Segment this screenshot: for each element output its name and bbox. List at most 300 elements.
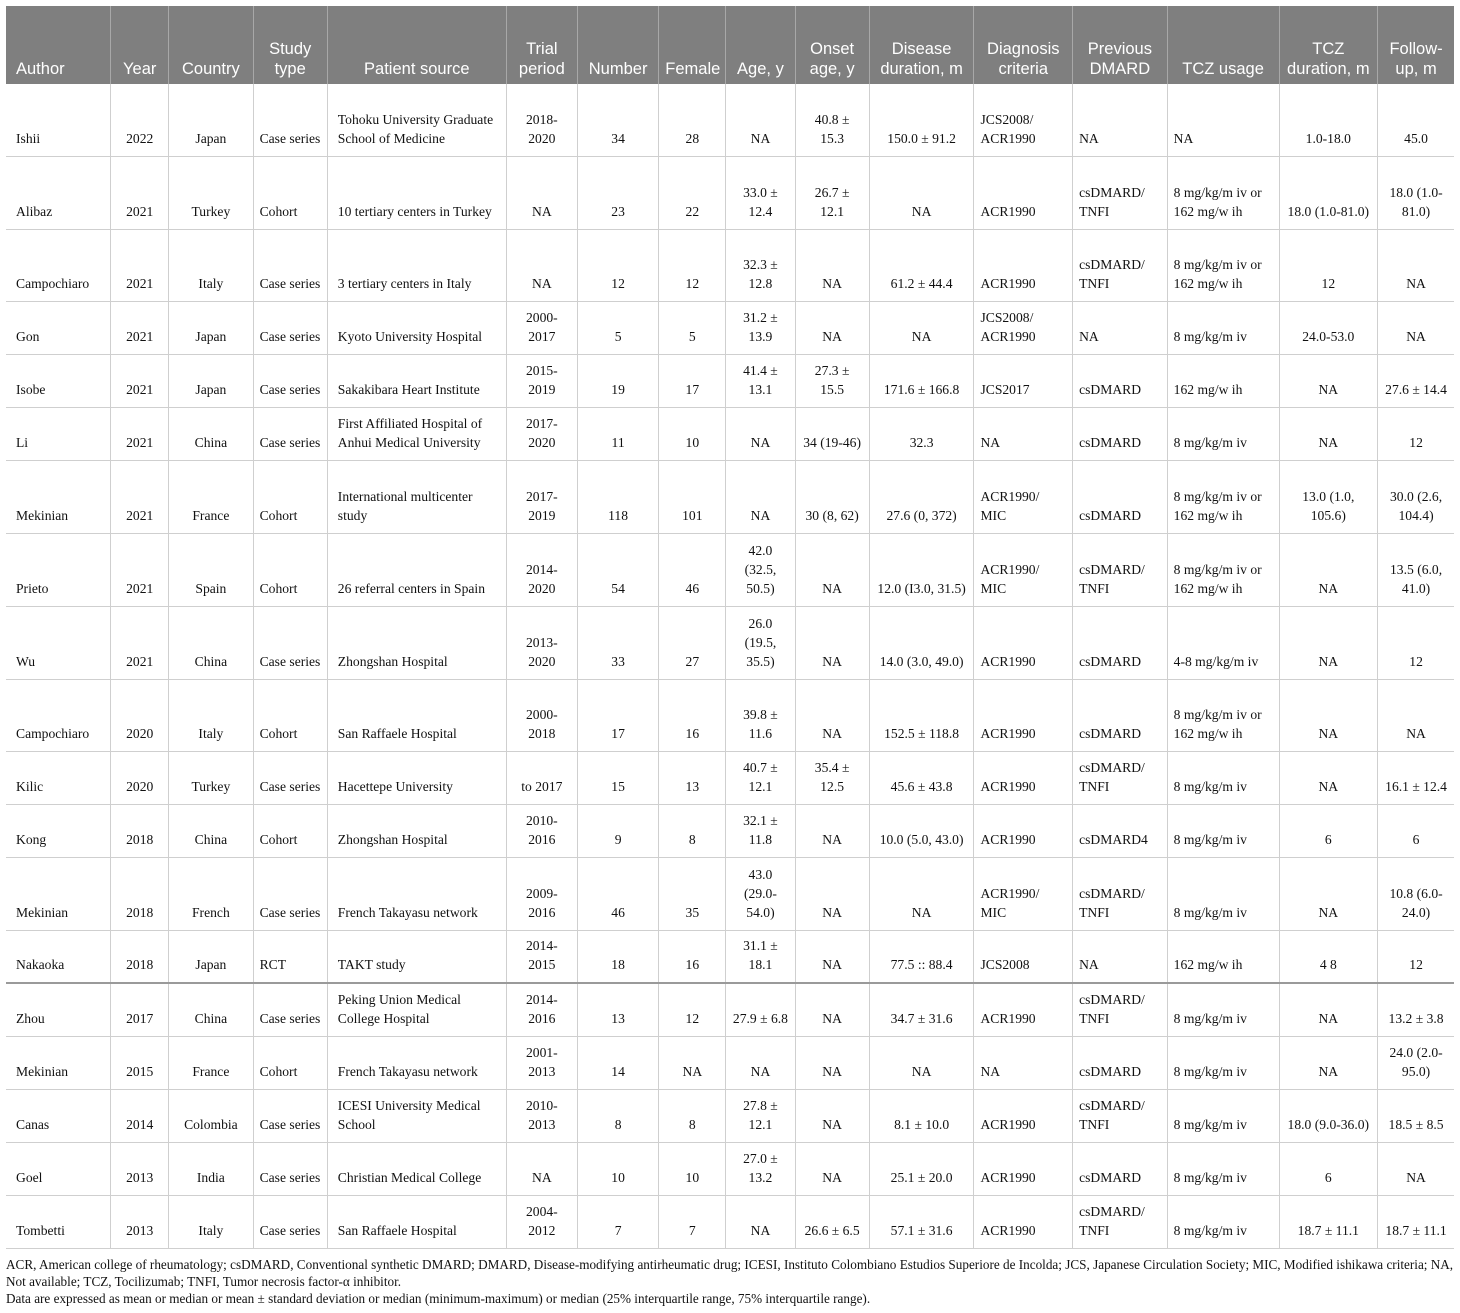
table-cell: 12.0 (I3.0, 31.5) (869, 533, 974, 606)
table-cell: ACR1990 (974, 751, 1073, 804)
table-cell: 2010-2013 (506, 1089, 577, 1142)
table-cell: Alibaz (6, 156, 111, 229)
table-cell: 16 (659, 930, 726, 983)
table-cell: NA (1073, 84, 1168, 156)
table-cell: 18.7 ± 11.1 (1279, 1195, 1378, 1248)
table-cell: Japan (169, 930, 253, 983)
table-cell: NA (726, 1036, 795, 1089)
table-cell: 1.0-18.0 (1279, 84, 1378, 156)
table-cell: 16.1 ± 12.4 (1378, 751, 1454, 804)
table-cell: NA (795, 301, 869, 354)
table-cell: 12 (1378, 407, 1454, 460)
table-cell: 2020 (111, 751, 169, 804)
table-cell: 46 (577, 857, 658, 930)
column-header: Diagnosis criteria (974, 6, 1073, 84)
table-cell: 7 (577, 1195, 658, 1248)
table-cell: 2017 (111, 983, 169, 1036)
table-cell: Cohort (253, 679, 327, 751)
table-cell: 11 (577, 407, 658, 460)
table-cell: 2010-2016 (506, 804, 577, 857)
table-cell: ACR1990 (974, 156, 1073, 229)
table-cell: 6 (1279, 1142, 1378, 1195)
table-cell: 10 tertiary centers in Turkey (327, 156, 506, 229)
table-header-row (6, 6, 1454, 84)
table-cell: 2018 (111, 930, 169, 983)
table-cell: NA (1378, 229, 1454, 301)
table-cell: JCS2008/ ACR1990 (974, 84, 1073, 156)
table-cell: 2004-2012 (506, 1195, 577, 1248)
table-cell: NA (1378, 301, 1454, 354)
table-cell: NA (795, 930, 869, 983)
table-cell: NA (795, 533, 869, 606)
table-cell: 8 mg/kg/m iv (1167, 407, 1279, 460)
table-cell: 32.3 ± 12.8 (726, 229, 795, 301)
table-cell: csDMARD (1073, 606, 1168, 679)
table-row (6, 1036, 1454, 1089)
column-header: Onset age, y (795, 6, 869, 84)
table-cell: 8 mg/kg/m iv or 162 mg/w ih (1167, 460, 1279, 533)
table-cell: 8 mg/kg/m iv or 162 mg/w ih (1167, 679, 1279, 751)
table-cell: Mekinian (6, 857, 111, 930)
table-cell: Zhou (6, 983, 111, 1036)
table-row (6, 804, 1454, 857)
column-header: Female (659, 6, 726, 84)
table-cell: NA (795, 857, 869, 930)
table-cell: 5 (577, 301, 658, 354)
table-cell: csDMARD/ TNFI (1073, 533, 1168, 606)
table-cell: NA (795, 679, 869, 751)
table-cell: Case series (253, 751, 327, 804)
table-cell: 8 mg/kg/m iv or 162 mg/w ih (1167, 156, 1279, 229)
table-cell: 57.1 ± 31.6 (869, 1195, 974, 1248)
table-cell: Case series (253, 1142, 327, 1195)
table-cell: 8 mg/kg/m iv or 162 mg/w ih (1167, 533, 1279, 606)
table-row (6, 156, 1454, 229)
table-cell: 2015 (111, 1036, 169, 1089)
table-cell: NA (974, 407, 1073, 460)
table-cell: 2021 (111, 354, 169, 407)
table-cell: 8 mg/kg/m iv (1167, 1089, 1279, 1142)
table-cell: Christian Medical College (327, 1142, 506, 1195)
table-cell: Italy (169, 229, 253, 301)
table-cell: 35.4 ± 12.5 (795, 751, 869, 804)
table-cell: NA (795, 606, 869, 679)
table-row (6, 301, 1454, 354)
table-cell: 9 (577, 804, 658, 857)
table-cell: Prieto (6, 533, 111, 606)
table-cell: 2013 (111, 1195, 169, 1248)
table-cell: Gon (6, 301, 111, 354)
table-cell: India (169, 1142, 253, 1195)
table-cell: 30.0 (2.6, 104.4) (1378, 460, 1454, 533)
table-footnotes (6, 1256, 1454, 1307)
table-cell: 27 (659, 606, 726, 679)
column-header: Country (169, 6, 253, 84)
table-cell: 45.0 (1378, 84, 1454, 156)
table-cell: 40.7 ± 12.1 (726, 751, 795, 804)
table-cell: csDMARD (1073, 679, 1168, 751)
table-row (6, 983, 1454, 1036)
table-cell: Case series (253, 84, 327, 156)
table-cell: NA (726, 84, 795, 156)
table-cell: Isobe (6, 354, 111, 407)
table-cell: Colombia (169, 1089, 253, 1142)
table-cell: csDMARD (1073, 460, 1168, 533)
table-cell: 8 mg/kg/m iv (1167, 1142, 1279, 1195)
table-cell: NA (795, 1142, 869, 1195)
table-cell: 24.0 (2.0-95.0) (1378, 1036, 1454, 1089)
table-row (6, 1142, 1454, 1195)
table-cell: Ishii (6, 84, 111, 156)
table-row (6, 679, 1454, 751)
table-row (6, 857, 1454, 930)
column-header: Study type (253, 6, 327, 84)
table-cell: NA (1279, 751, 1378, 804)
column-header: Trial period (506, 6, 577, 84)
table-cell: 45.6 ± 43.8 (869, 751, 974, 804)
table-cell: NA (506, 156, 577, 229)
table-cell: 10.8 (6.0-24.0) (1378, 857, 1454, 930)
table-cell: 35 (659, 857, 726, 930)
table-cell: 2017-2019 (506, 460, 577, 533)
table-row (6, 1195, 1454, 1248)
table-row (6, 1089, 1454, 1142)
table-cell: Kong (6, 804, 111, 857)
column-header: Patient source (327, 6, 506, 84)
table-cell: 27.0 ± 13.2 (726, 1142, 795, 1195)
table-cell: 17 (577, 679, 658, 751)
table-cell: 32.3 (869, 407, 974, 460)
table-cell: Campochiaro (6, 679, 111, 751)
table-row (6, 460, 1454, 533)
table-cell: Case series (253, 301, 327, 354)
table-cell: 27.8 ± 12.1 (726, 1089, 795, 1142)
table-cell: Case series (253, 606, 327, 679)
table-cell: 8 (659, 1089, 726, 1142)
table-cell: 2020 (111, 679, 169, 751)
table-cell: 2018 (111, 857, 169, 930)
table-cell: 77.5 :: 88.4 (869, 930, 974, 983)
table-cell: Italy (169, 679, 253, 751)
table-cell: 34 (577, 84, 658, 156)
table-cell: ACR1990 (974, 679, 1073, 751)
table-cell: 8.1 ± 10.0 (869, 1089, 974, 1142)
table-cell: csDMARD (1073, 1036, 1168, 1089)
table-row (6, 751, 1454, 804)
table-cell: NA (795, 1089, 869, 1142)
table-cell: 18.5 ± 8.5 (1378, 1089, 1454, 1142)
table-cell: 8 mg/kg/m iv (1167, 1195, 1279, 1248)
abbreviations-note: ACR, American college of rheumatology; csDMARD, Conventional synthetic DMARD; DMARD, Disease-modifying antirheumatic drug; ICESI, Instituto Colombiano Estudios Superiore de Incolda; JCS, Japanese Circulation Society; MIC, Modified ishikawa criteria; NA, Not available; TCZ, Tocilizumab; TNFI, Tumor necrosis factor-α inhibitor. (6, 1257, 1454, 1289)
table-cell: NA (1279, 679, 1378, 751)
data-format-note: Data are expressed as mean or median or mean ± standard deviation or median (minimum-maximum) or median (25% interquartile range, 75% interquartile range). (6, 1291, 871, 1306)
table-cell: 162 mg/w ih (1167, 930, 1279, 983)
table-cell: 16 (659, 679, 726, 751)
table-cell: 34 (19-46) (795, 407, 869, 460)
column-header: Disease duration, m (869, 6, 974, 84)
studies-table-container (6, 6, 1454, 1249)
table-cell: Kilic (6, 751, 111, 804)
table-cell: 2014-2016 (506, 983, 577, 1036)
table-cell: 19 (577, 354, 658, 407)
table-cell: 13 (577, 983, 658, 1036)
table-cell: China (169, 407, 253, 460)
table-cell: 18.7 ± 11.1 (1378, 1195, 1454, 1248)
table-cell: NA (659, 1036, 726, 1089)
table-cell: NA (1279, 1036, 1378, 1089)
table-cell: NA (1378, 1142, 1454, 1195)
table-row (6, 84, 1454, 156)
table-cell: NA (1279, 857, 1378, 930)
table-cell: 5 (659, 301, 726, 354)
table-cell: csDMARD/ TNFI (1073, 857, 1168, 930)
table-cell: Japan (169, 301, 253, 354)
table-row (6, 229, 1454, 301)
column-header: Previous DMARD (1073, 6, 1168, 84)
table-cell: NA (1279, 983, 1378, 1036)
table-cell: 27.9 ± 6.8 (726, 983, 795, 1036)
table-row (6, 407, 1454, 460)
table-cell: Turkey (169, 156, 253, 229)
table-cell: 2015-2019 (506, 354, 577, 407)
table-cell: 4 8 (1279, 930, 1378, 983)
table-cell: 18.0 (1.0-81.0) (1378, 156, 1454, 229)
table-cell: 2022 (111, 84, 169, 156)
table-cell: csDMARD/ TNFI (1073, 751, 1168, 804)
table-cell: Case series (253, 229, 327, 301)
table-cell: 118 (577, 460, 658, 533)
table-cell: Cohort (253, 804, 327, 857)
table-cell: 43.0 (29.0-54.0) (726, 857, 795, 930)
table-cell: JCS2008/ ACR1990 (974, 301, 1073, 354)
table-cell: 42.0 (32.5, 50.5) (726, 533, 795, 606)
table-cell: NA (795, 804, 869, 857)
table-cell: San Raffaele Hospital (327, 1195, 506, 1248)
table-cell: NA (1279, 606, 1378, 679)
table-cell: NA (1279, 407, 1378, 460)
table-cell: Case series (253, 857, 327, 930)
table-cell: NA (1378, 679, 1454, 751)
column-header: Follow-up, m (1378, 6, 1454, 84)
table-cell: Mekinian (6, 460, 111, 533)
table-cell: Zhongshan Hospital (327, 606, 506, 679)
table-cell: ACR1990/ MIC (974, 857, 1073, 930)
table-cell: 13.5 (6.0, 41.0) (1378, 533, 1454, 606)
table-cell: 2014-2020 (506, 533, 577, 606)
table-cell: csDMARD/ TNFI (1073, 983, 1168, 1036)
table-cell: Italy (169, 1195, 253, 1248)
table-cell: 3 tertiary centers in Italy (327, 229, 506, 301)
table-cell: NA (869, 1036, 974, 1089)
table-cell: 8 mg/kg/m iv (1167, 857, 1279, 930)
table-cell: ACR1990 (974, 1142, 1073, 1195)
table-cell: Cohort (253, 533, 327, 606)
table-cell: 8 mg/kg/m iv (1167, 804, 1279, 857)
table-cell: 14 (577, 1036, 658, 1089)
table-cell: 14.0 (3.0, 49.0) (869, 606, 974, 679)
table-cell: Cohort (253, 1036, 327, 1089)
table-cell: 39.8 ± 11.6 (726, 679, 795, 751)
column-header: Age, y (726, 6, 795, 84)
column-header: Number (577, 6, 658, 84)
table-cell: First Affiliated Hospital of Anhui Medical University (327, 407, 506, 460)
table-cell: China (169, 804, 253, 857)
table-cell: 31.1 ± 18.1 (726, 930, 795, 983)
table-cell: 2021 (111, 229, 169, 301)
table-cell: 40.8 ± 15.3 (795, 84, 869, 156)
table-cell: 2001-2013 (506, 1036, 577, 1089)
table-cell: 10 (659, 407, 726, 460)
table-cell: Sakakibara Heart Institute (327, 354, 506, 407)
table-cell: French Takayasu network (327, 857, 506, 930)
table-cell: NA (795, 983, 869, 1036)
table-cell: ICESI University Medical School (327, 1089, 506, 1142)
table-cell: Japan (169, 354, 253, 407)
table-cell: France (169, 1036, 253, 1089)
table-body (6, 84, 1454, 1248)
table-cell: 2018 (111, 804, 169, 857)
table-cell: 61.2 ± 44.4 (869, 229, 974, 301)
table-cell: France (169, 460, 253, 533)
table-cell: Case series (253, 1089, 327, 1142)
table-cell: ACR1990 (974, 1089, 1073, 1142)
table-cell: JCS2017 (974, 354, 1073, 407)
table-cell: 25.1 ± 20.0 (869, 1142, 974, 1195)
column-header: TCZ duration, m (1279, 6, 1378, 84)
column-header: Author (6, 6, 111, 84)
table-cell: Li (6, 407, 111, 460)
table-cell: Goel (6, 1142, 111, 1195)
table-cell: csDMARD/ TNFI (1073, 229, 1168, 301)
table-cell: csDMARD/ TNFI (1073, 1195, 1168, 1248)
table-cell: 12 (1378, 606, 1454, 679)
table-cell: 27.6 (0, 372) (869, 460, 974, 533)
table-cell: NA (726, 1195, 795, 1248)
table-cell: NA (506, 1142, 577, 1195)
table-cell: NA (974, 1036, 1073, 1089)
table-cell: NA (726, 407, 795, 460)
table-cell: 2021 (111, 533, 169, 606)
table-cell: csDMARD (1073, 407, 1168, 460)
table-cell: Kyoto University Hospital (327, 301, 506, 354)
table-cell: TAKT study (327, 930, 506, 983)
table-cell: Tohoku University Graduate School of Medicine (327, 84, 506, 156)
table-cell: 10.0 (5.0, 43.0) (869, 804, 974, 857)
table-cell: ACR1990/ MIC (974, 533, 1073, 606)
table-cell: 18.0 (9.0-36.0) (1279, 1089, 1378, 1142)
table-row (6, 354, 1454, 407)
table-cell: French (169, 857, 253, 930)
table-row (6, 930, 1454, 983)
table-cell: csDMARD (1073, 354, 1168, 407)
table-cell: Case series (253, 354, 327, 407)
table-cell: 31.2 ± 13.9 (726, 301, 795, 354)
table-cell: 30 (8, 62) (795, 460, 869, 533)
table-cell: Spain (169, 533, 253, 606)
table-cell: Case series (253, 983, 327, 1036)
table-cell: 2000-2017 (506, 301, 577, 354)
table-cell: 6 (1378, 804, 1454, 857)
table-cell: 26 referral centers in Spain (327, 533, 506, 606)
table-cell: 2021 (111, 156, 169, 229)
table-cell: Peking Union Medical College Hospital (327, 983, 506, 1036)
table-row (6, 533, 1454, 606)
table-cell: Case series (253, 1195, 327, 1248)
table-cell: Japan (169, 84, 253, 156)
table-cell: Nakaoka (6, 930, 111, 983)
table-cell: 26.7 ± 12.1 (795, 156, 869, 229)
table-cell: NA (1073, 301, 1168, 354)
table-cell: 13 (659, 751, 726, 804)
table-cell: Campochiaro (6, 229, 111, 301)
table-cell: 24.0-53.0 (1279, 301, 1378, 354)
table-cell: 2014 (111, 1089, 169, 1142)
table-cell: NA (1279, 354, 1378, 407)
table-cell: San Raffaele Hospital (327, 679, 506, 751)
table-cell: RCT (253, 930, 327, 983)
table-cell: 2013-2020 (506, 606, 577, 679)
table-cell: 34.7 ± 31.6 (869, 983, 974, 1036)
table-cell: NA (1073, 930, 1168, 983)
table-cell: csDMARD (1073, 1142, 1168, 1195)
table-cell: NA (506, 229, 577, 301)
table-cell: French Takayasu network (327, 1036, 506, 1089)
table-cell: 162 mg/w ih (1167, 354, 1279, 407)
table-cell: 27.3 ± 15.5 (795, 354, 869, 407)
table-cell: Turkey (169, 751, 253, 804)
table-cell: 33 (577, 606, 658, 679)
table-cell: 54 (577, 533, 658, 606)
table-cell: 2013 (111, 1142, 169, 1195)
table-cell: 27.6 ± 14.4 (1378, 354, 1454, 407)
table-cell: ACR1990 (974, 983, 1073, 1036)
table-cell: Case series (253, 407, 327, 460)
table-cell: 2021 (111, 606, 169, 679)
table-cell: 13.0 (1.0, 105.6) (1279, 460, 1378, 533)
table-cell: 26.6 ± 6.5 (795, 1195, 869, 1248)
table-cell: 26.0 (19.5, 35.5) (726, 606, 795, 679)
table-cell: ACR1990 (974, 229, 1073, 301)
table-cell: NA (869, 156, 974, 229)
table-cell: China (169, 606, 253, 679)
table-cell: Cohort (253, 156, 327, 229)
table-cell: 152.5 ± 118.8 (869, 679, 974, 751)
table-cell: NA (1167, 84, 1279, 156)
table-cell: 8 mg/kg/m iv (1167, 1036, 1279, 1089)
table-cell: 2021 (111, 460, 169, 533)
table-cell: 13.2 ± 3.8 (1378, 983, 1454, 1036)
table-cell: Mekinian (6, 1036, 111, 1089)
table-cell: csDMARD/ TNFI (1073, 156, 1168, 229)
table-cell: 2014-2015 (506, 930, 577, 983)
table-cell: ACR1990 (974, 804, 1073, 857)
table-cell: 2018-2020 (506, 84, 577, 156)
table-cell: NA (1279, 533, 1378, 606)
table-cell: to 2017 (506, 751, 577, 804)
table-cell: JCS2008 (974, 930, 1073, 983)
table-cell: China (169, 983, 253, 1036)
table-cell: 8 mg/kg/m iv (1167, 751, 1279, 804)
column-header: TCZ usage (1167, 6, 1279, 84)
table-cell: 12 (1378, 930, 1454, 983)
table-cell: 2000-2018 (506, 679, 577, 751)
table-cell: NA (726, 460, 795, 533)
table-cell: Zhongshan Hospital (327, 804, 506, 857)
table-cell: 18 (577, 930, 658, 983)
table-cell: Tombetti (6, 1195, 111, 1248)
table-cell: 10 (577, 1142, 658, 1195)
table-cell: 8 mg/kg/m iv or 162 mg/w ih (1167, 229, 1279, 301)
